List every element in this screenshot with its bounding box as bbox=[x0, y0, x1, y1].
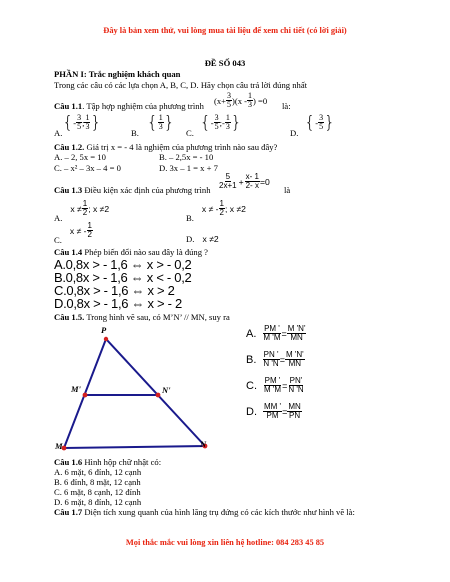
q4-prompt: Câu 1.4 Phép biến đổi nào sau đây là đúng ? bbox=[54, 247, 208, 257]
label-n-prime: N' bbox=[162, 385, 171, 395]
q1-equation: (x+ $\frac{3}{5}$ )(x - $\frac{1}{3}$ ) =0 bbox=[214, 91, 268, 109]
q6-option-c[interactable]: C. 6 mặt, 8 cạnh, 12 đỉnh bbox=[54, 487, 141, 497]
q7-prompt: Câu 1.7 Diện tích xung quanh của hình lăng trụ đứng có các kích thước như hình vẽ là: bbox=[54, 507, 355, 517]
q4-option-b[interactable]: B.0,8x > - 1,6 ⇔ x < - 0,2 bbox=[54, 270, 192, 285]
q3-option-c[interactable]: C. x ≠ - $\frac{1}{2}$ bbox=[54, 221, 92, 245]
q1-option-d[interactable]: D. { - $\frac{3}{5}$ } bbox=[290, 112, 335, 138]
label-p: P bbox=[101, 325, 107, 335]
q4-option-c[interactable]: C.0,8x > - 1,6 ⇔ x > 2 bbox=[54, 283, 175, 298]
q6-option-b[interactable]: B. 6 đỉnh, 8 mặt, 12 cạnh bbox=[54, 477, 141, 487]
exam-title: ĐỀ SỐ 043 bbox=[204, 58, 246, 68]
q2-option-d[interactable]: D. 3x – 1 = x + 7 bbox=[159, 163, 218, 173]
label-m: M bbox=[55, 441, 63, 451]
q2-prompt: Câu 1.2. Giá trị x = - 4 là nghiệm của phương trình nào sau đây? bbox=[54, 142, 278, 152]
section-instruction: Trong các câu có các lựa chọn A, B, C, D. Hãy chọn câu trả lời đúng nhất bbox=[54, 80, 308, 90]
q1-option-a[interactable]: A. { - $\frac{3}{5}$ ; $\frac{1}{3}$ } bbox=[54, 112, 102, 138]
q1-option-c[interactable]: C. { - $\frac{3}{5}$ ; - $\frac{1}{3}$ } bbox=[186, 112, 242, 138]
q3-equation: $\frac{5}{2x+1}$ + $\frac{x- 1}{2- x}$ =0 bbox=[219, 172, 270, 190]
q3-option-d[interactable]: D. x ≠2 bbox=[186, 234, 219, 244]
q4-option-d[interactable]: D.0,8x > - 1,6 ⇔ x > - 2 bbox=[54, 296, 182, 311]
point-m-prime bbox=[83, 393, 88, 398]
q5-option-c[interactable]: C. $\frac{PM '}{M 'M}$ = $\frac{PN'}{N 'N}$ bbox=[246, 376, 304, 394]
point-n-prime bbox=[156, 393, 161, 398]
point-p bbox=[104, 337, 108, 341]
triangle-figure bbox=[54, 322, 214, 454]
q1-prompt: Câu 1.1. Tập hợp nghiệm của phương trình bbox=[54, 101, 204, 111]
section-title: PHẦN I: Trắc nghiệm khách quan bbox=[54, 69, 181, 79]
q4-option-a[interactable]: A.0,8x > - 1,6 ⇔ x > - 0,2 bbox=[54, 257, 192, 272]
q6-prompt: Câu 1.6 Hình hộp chữ nhật có: bbox=[54, 457, 162, 467]
q2-option-a[interactable]: A. – 2, 5x = 10 bbox=[54, 152, 106, 162]
q3-option-b[interactable]: B. x ≠ - $\frac{1}{2}$ ; x ≠2 bbox=[186, 199, 246, 223]
hotline-banner: Mọi thắc mắc vui lòng xin liên hệ hotline: 084 283 45 85 bbox=[125, 538, 325, 547]
q2-option-b[interactable]: B. – 2,5x = - 10 bbox=[159, 152, 214, 162]
q2-option-c[interactable]: C. – x² – 3x – 4 = 0 bbox=[54, 163, 121, 173]
label-m-prime: M' bbox=[71, 384, 81, 394]
q3-prompt: Câu 1.3 Điều kiện xác định của phương trình bbox=[54, 185, 211, 195]
q3-option-a[interactable]: A. x ≠ $\frac{1}{2}$ ; x ≠2 bbox=[54, 199, 110, 223]
q1-after: là: bbox=[282, 101, 291, 111]
q5-prompt: Câu 1.5. Trong hình vẽ sau, có M’N’ // MN, suy ra bbox=[54, 312, 230, 322]
label-n: N bbox=[200, 439, 207, 449]
q6-option-d[interactable]: D. 6 mặt, 8 đỉnh, 12 cạnh bbox=[54, 497, 142, 507]
q6-option-a[interactable]: A. 6 mặt, 6 đỉnh, 12 cạnh bbox=[54, 467, 142, 477]
q3-after: là bbox=[284, 185, 291, 195]
q5-option-a[interactable]: A. $\frac{PM '}{M 'M}$ = $\frac{M 'N'}{MN}$ bbox=[246, 324, 306, 342]
q1-option-b[interactable]: B. { $\frac{1}{3}$ } bbox=[131, 112, 175, 138]
preview-banner: Đây là bản xem thử, vui lòng mua tài liệu để xem chi tiết (có lời giải) bbox=[103, 26, 347, 35]
q5-option-d[interactable]: D. $\frac{MM '}{PM}$ = $\frac{MN}{PN}$ bbox=[246, 402, 301, 420]
q5-option-b[interactable]: B. $\frac{PN '}{N 'N}$ = $\frac{M 'N'}{MN}$ bbox=[246, 350, 304, 368]
